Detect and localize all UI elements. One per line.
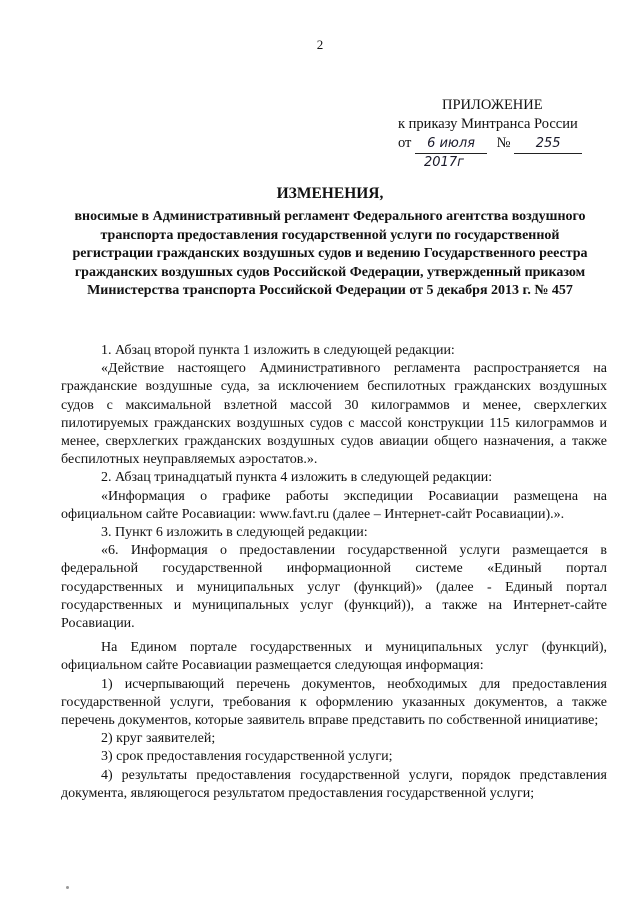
paragraph-11: 4) результаты предоставления государственной услуги, порядок представления документа, являющегося результатом предоставления государственной услуги;	[61, 767, 607, 801]
paragraph-8: 1) исчерпывающий перечень документов, необходимых для предоставления государственной услуги, требования к оформлению указанных документов, а также перечень документов, которые заявитель вправе представить по собственной инициативе;	[61, 676, 607, 729]
paragraph-9: 2) круг заявителей;	[101, 731, 216, 747]
number-label: №	[496, 135, 511, 151]
year-handwritten: 2017г	[424, 155, 464, 170]
document-body	[61, 342, 607, 803]
heading-subtitle: вносимые в Административный регламент Федерального агентства воздушного транспорта предоставления государственной услуги по государственной регистрации гражданских воздушных судов и ведению Государственного реестра гражданских воздушных судов Российской Федерации, утвержденный приказом Министерства транспорта Российской Федерации от 5 декабря 2013 г. № 457	[72, 209, 588, 299]
page-number: 2	[316, 37, 324, 52]
appendix-order-line: к приказу Минтранса России	[398, 116, 578, 132]
paragraph-5: 3. Пункт 6 изложить в следующей редакции:	[101, 525, 368, 541]
document-heading	[60, 184, 600, 301]
appendix-block	[398, 96, 598, 172]
scan-speck	[66, 886, 69, 889]
paragraph-10: 3) срок предоставления государственной услуги;	[101, 749, 393, 765]
appendix-title: ПРИЛОЖЕНИЕ	[442, 97, 543, 113]
paragraph-3: 2. Абзац тринадцатый пункта 4 изложить в следующей редакции:	[101, 470, 493, 486]
paragraph-1: 1. Абзац второй пункта 1 изложить в следующей редакции:	[101, 343, 455, 358]
number-handwritten: 255	[514, 134, 582, 154]
appendix-date-line	[398, 134, 598, 154]
paragraph-6: «6. Информация о предоставлении государственной услуги размещается в федеральной государственной информационной системе «Единый портал государственных и муниципальных услуг (функций)» (далее - Единый портал государственных и муниципальных услуг (функций)), а также на Интернет-сайте Росавиации.	[61, 543, 607, 632]
paragraph-2: «Действие настоящего Административного регламента распространяется на гражданские воздушные суда, за исключением беспилотных гражданских воздушных судов с максимальной взлетной массой 30 килограммов и менее, сверхлегких пилотируемых гражданских воздушных судов с массой конструкции 115 килограммов и менее, сверхлегких гражданских воздушных судов авиации общего назначения, а также беспилотных неуправляемых аэростатов.».	[61, 361, 607, 468]
paragraph-7: На Едином портале государственных и муниципальных услуг (функций), официальном сайте Росавиации размещается следующая информация:	[61, 640, 607, 674]
date-handwritten: 6 июля	[415, 134, 487, 154]
from-label: от	[398, 135, 412, 151]
paragraph-4: «Информация о графике работы экспедиции Росавиации размещена на официальном сайте Росавиации: www.favt.ru (далее – Интернет-сайт Росавиации).».	[61, 488, 607, 522]
heading-title: ИЗМЕНЕНИЯ,	[276, 185, 384, 202]
